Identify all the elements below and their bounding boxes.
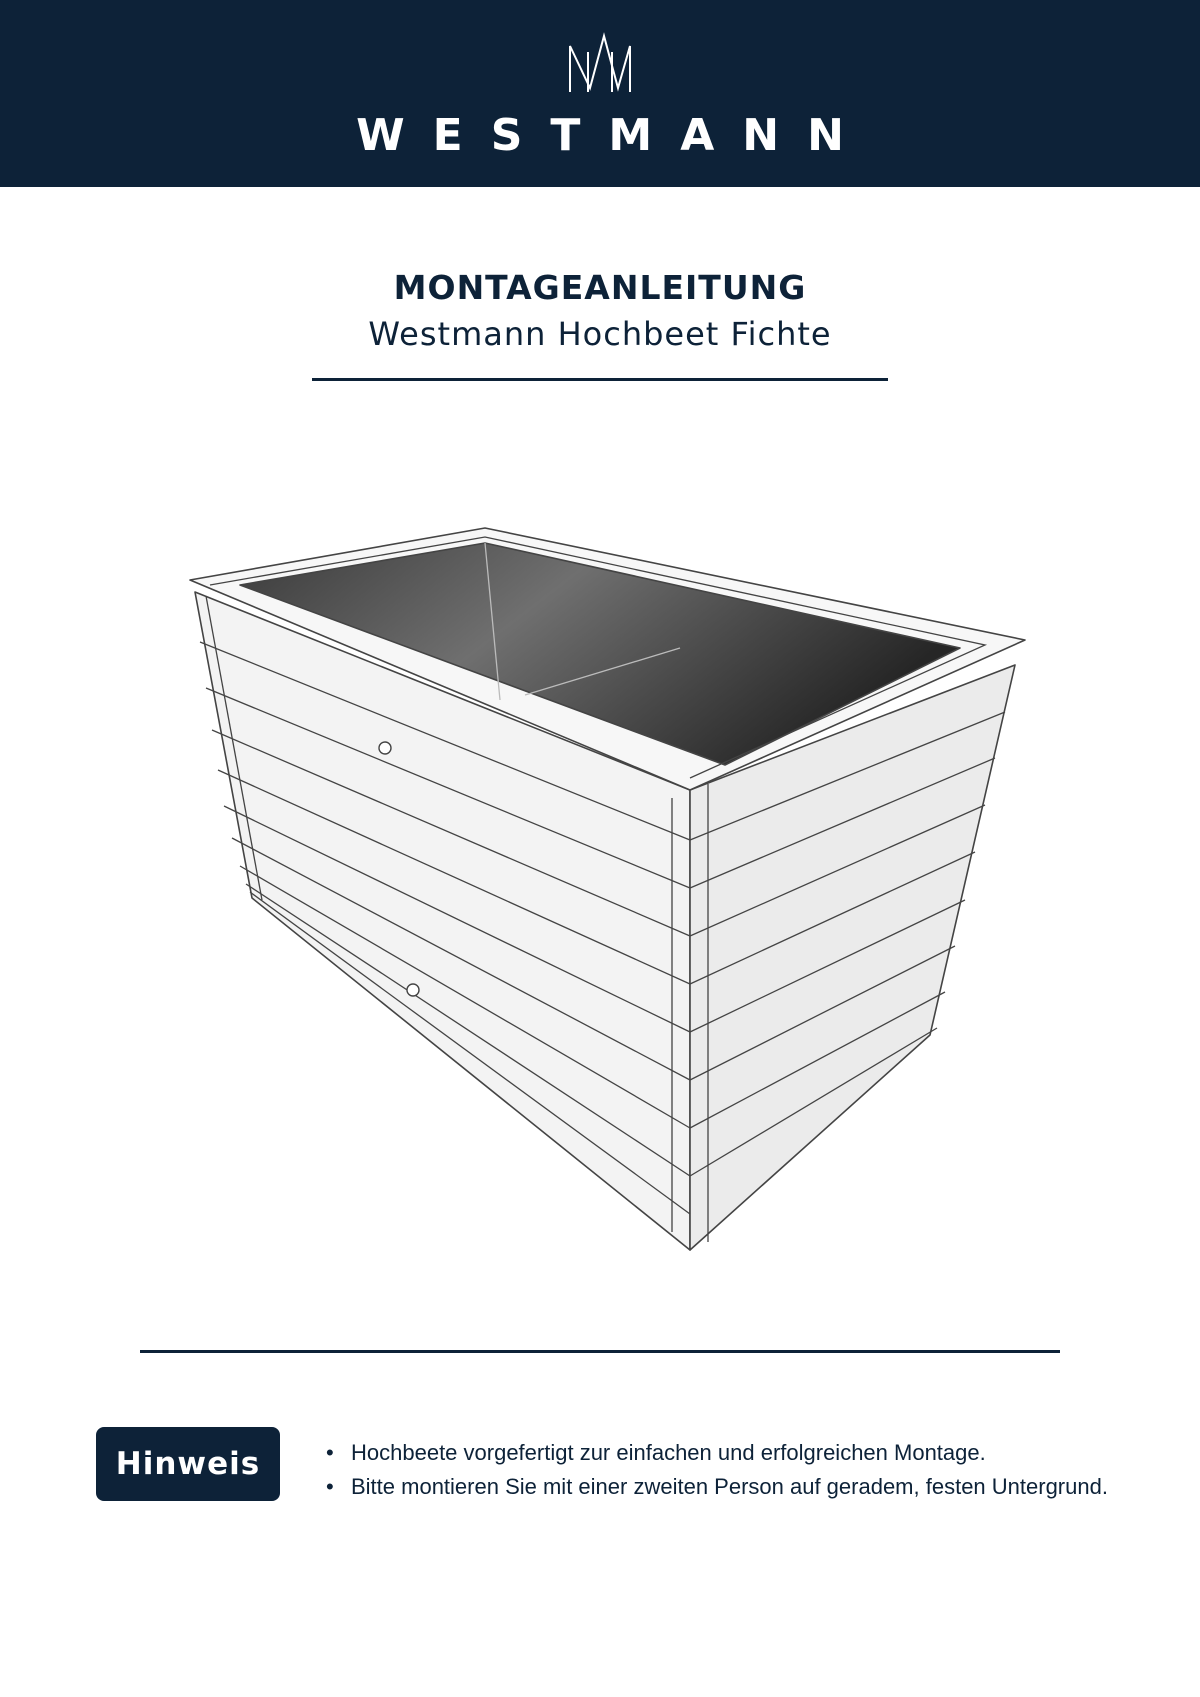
product-name: Westmann Hochbeet Fichte (368, 315, 832, 353)
section-divider (140, 1350, 1060, 1353)
raised-garden-bed-illustration (180, 520, 1030, 1260)
title-divider (312, 378, 888, 381)
page-header (0, 0, 1200, 187)
hint-item: • Hochbeete vorgefertigt zur einfachen und erfolgreichen Montage. (326, 1436, 1108, 1470)
westmann-monogram-icon (564, 32, 636, 94)
hint-label: Hinweis (96, 1427, 280, 1501)
brand-wordmark: WESTMANN (356, 110, 872, 161)
hint-item: • Bitte montieren Sie mit einer zweiten Person auf geradem, festen Untergrund. (326, 1470, 1108, 1504)
hint-list (326, 1436, 1108, 1504)
page-title: MONTAGEANLEITUNG (393, 268, 807, 307)
